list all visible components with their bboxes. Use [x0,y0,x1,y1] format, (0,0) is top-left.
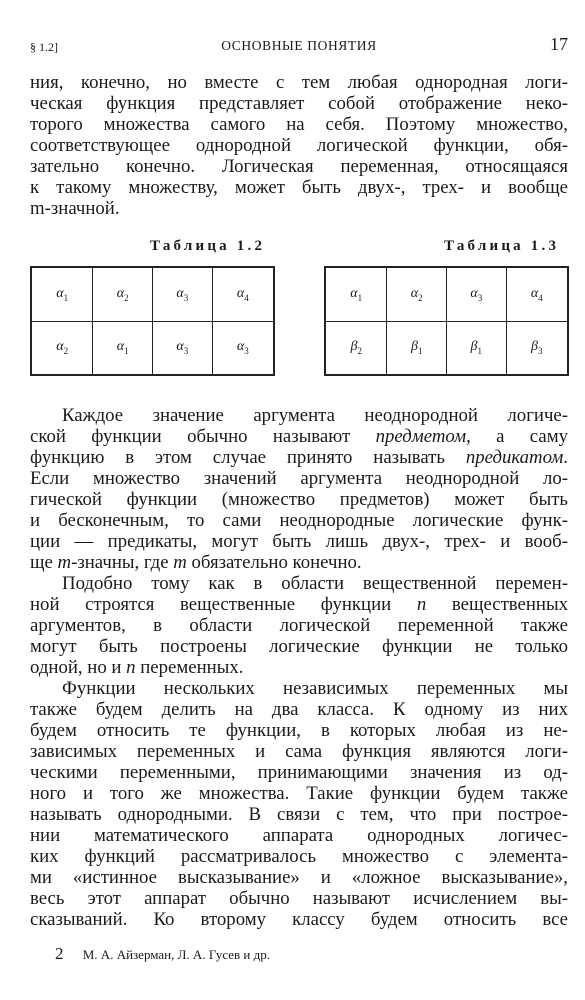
text-line: Если множество значений аргумента неоднородной ло- [30,468,568,489]
term-predikat: предикатом [465,447,564,468]
table-cell: $\alpha_2$ [93,267,153,321]
table-cell: $\beta_1$ [387,321,447,375]
page-number: 17 [550,34,568,54]
text-line: ще m-значны, где m обязательно конечно. [30,552,362,573]
text-line: соответствующее однородной логической функции, обя- [30,135,568,156]
text-line: ких функций рассматривалось множество с элемента- [30,846,568,867]
table-row [325,267,568,321]
text-line: называть однородными. В связи с тем, что при построе- [30,804,568,825]
table-cell: $\beta_3$ [506,321,568,375]
table-1-3 [324,266,569,376]
table-cell: $\alpha_4$ [506,267,568,321]
text-line: аргументов, в области логической переменной также [30,615,568,636]
text-line: могут быть построены логические функции не только [30,636,568,657]
text-line: к такому множеству, может быть двух-, трех- и вообще [30,177,568,198]
page-header [30,34,568,58]
text-line: сказываний. Ко второму классу будем относить все [30,909,568,930]
text-line: зательно конечно. Логическая переменная, относящаяся [30,156,568,177]
text-line: Каждое значение аргумента неоднородной логиче- [62,405,568,426]
text-line: ческими переменными, принимающими значения из од- [30,762,568,783]
text-line: Подобно тому как в области вещественной перемен- [62,573,568,594]
text-line: гической функции (множество предметов) может быть [30,489,568,510]
text-line: торого множества самого на себя. Поэтому множество, [30,114,568,135]
table-1-2 [30,266,275,376]
text-line: весь этот аппарат обычно называют исчислением вы- [30,888,568,909]
table-cell: $\alpha_1$ [325,267,387,321]
paragraph-2 [30,405,568,573]
table-row [31,267,274,321]
table-cell: $\alpha_4$ [212,267,274,321]
text-line: ной строятся вещественные функции n вещественных [30,594,568,615]
text-line: ния, конечно, но вместе с тем любая однородная логи- [30,72,568,93]
table-cell: $\alpha_2$ [31,321,93,375]
page-footer [55,944,270,964]
table-cell: $\alpha_3$ [152,267,212,321]
signature-number: 2 [55,944,64,963]
table-cell: $\alpha_3$ [212,321,274,375]
text-line: функцию в этом случае принято называть предикатом. [30,447,568,468]
text-line: ской функции обычно называют предметом, а саму [30,426,568,447]
table-cell: $\alpha_1$ [31,267,93,321]
text-line: будем относить те функции, в которых любая из не- [30,720,568,741]
table-1-2-caption: Таблица 1.2 [150,238,266,254]
paragraph-3 [30,573,568,678]
section-ref: § 1.2] [30,40,58,54]
text-line: ми «истинное высказывание» и «ложное высказывание», [30,867,568,888]
paragraph-4 [30,678,568,930]
table-1-3-caption: Таблица 1.3 [444,238,560,254]
text-line: ции — предикаты, могут быть лишь двух-, трех- и вооб- [30,531,568,552]
text-line: одной, но и n переменных. [30,657,244,678]
text-line: Функции нескольких независимых переменных мы [62,678,568,699]
table-cell: $\beta_2$ [325,321,387,375]
table-cell: $\alpha_3$ [446,267,506,321]
term-predmet: предметом [375,426,467,447]
text-line: также будем делить на два класса. К одному из них [30,699,568,720]
text-line: зависимых переменных и сама функция являются логи- [30,741,568,762]
footer-authors: М. А. Айзерман, Л. А. Гусев и др. [82,947,270,962]
table-row [325,321,568,375]
table-row [31,321,274,375]
text-line: нии математического аппарата однородных логичес- [30,825,568,846]
paragraph-1 [30,72,568,219]
text-line: ного и того же множества. Такие функции будем также [30,783,568,804]
table-cell: $\alpha_2$ [387,267,447,321]
text-line: и бесконечным, то сами неоднородные логические функ- [30,510,568,531]
text-line: ческая функция представляет собой отображение неко- [30,93,568,114]
running-title: ОСНОВНЫЕ ПОНЯТИЯ [221,38,377,53]
table-cell: $\alpha_1$ [93,321,153,375]
table-cell: $\alpha_3$ [152,321,212,375]
text-line: m-значной. [30,198,120,219]
table-cell: $\beta_1$ [446,321,506,375]
